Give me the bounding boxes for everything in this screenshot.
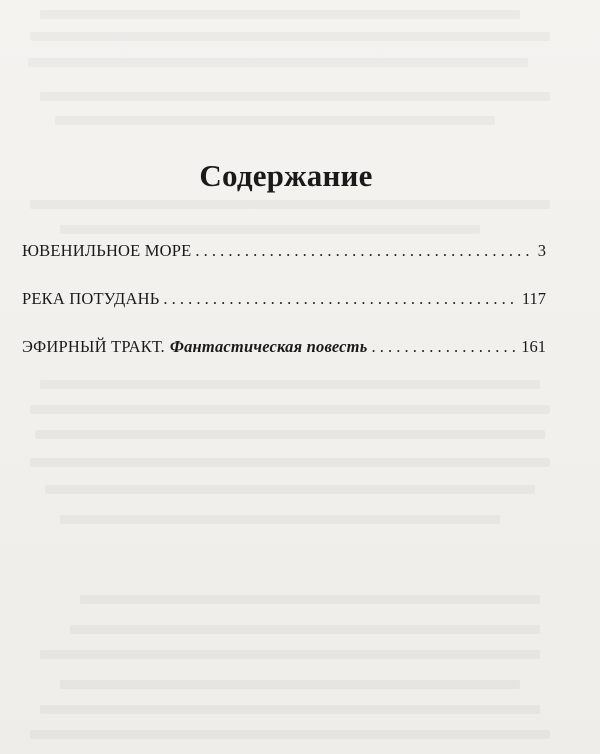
toc-entry-page: 117	[521, 289, 546, 308]
toc-entry-title: РЕКА ПОТУДАНЬ	[22, 289, 160, 308]
toc-entry[interactable]	[22, 289, 546, 313]
dot-leader	[195, 241, 533, 261]
toc-entry-title	[22, 337, 367, 357]
dot-leader	[371, 337, 517, 357]
dot-leader	[163, 289, 517, 309]
table-of-contents	[22, 241, 546, 361]
toc-entry-title-text: ЭФИРНЫЙ ТРАКТ.	[22, 337, 165, 356]
toc-entry[interactable]	[22, 337, 546, 361]
toc-entry-page: 161	[521, 337, 546, 356]
toc-entry-subtitle: Фантастическая повесть	[169, 337, 368, 356]
toc-entry[interactable]	[22, 241, 546, 265]
page-title: Содержание	[199, 158, 373, 193]
toc-entry-page: 3	[537, 241, 546, 260]
toc-entry-title: ЮВЕНИЛЬНОЕ МОРЕ	[22, 241, 192, 260]
